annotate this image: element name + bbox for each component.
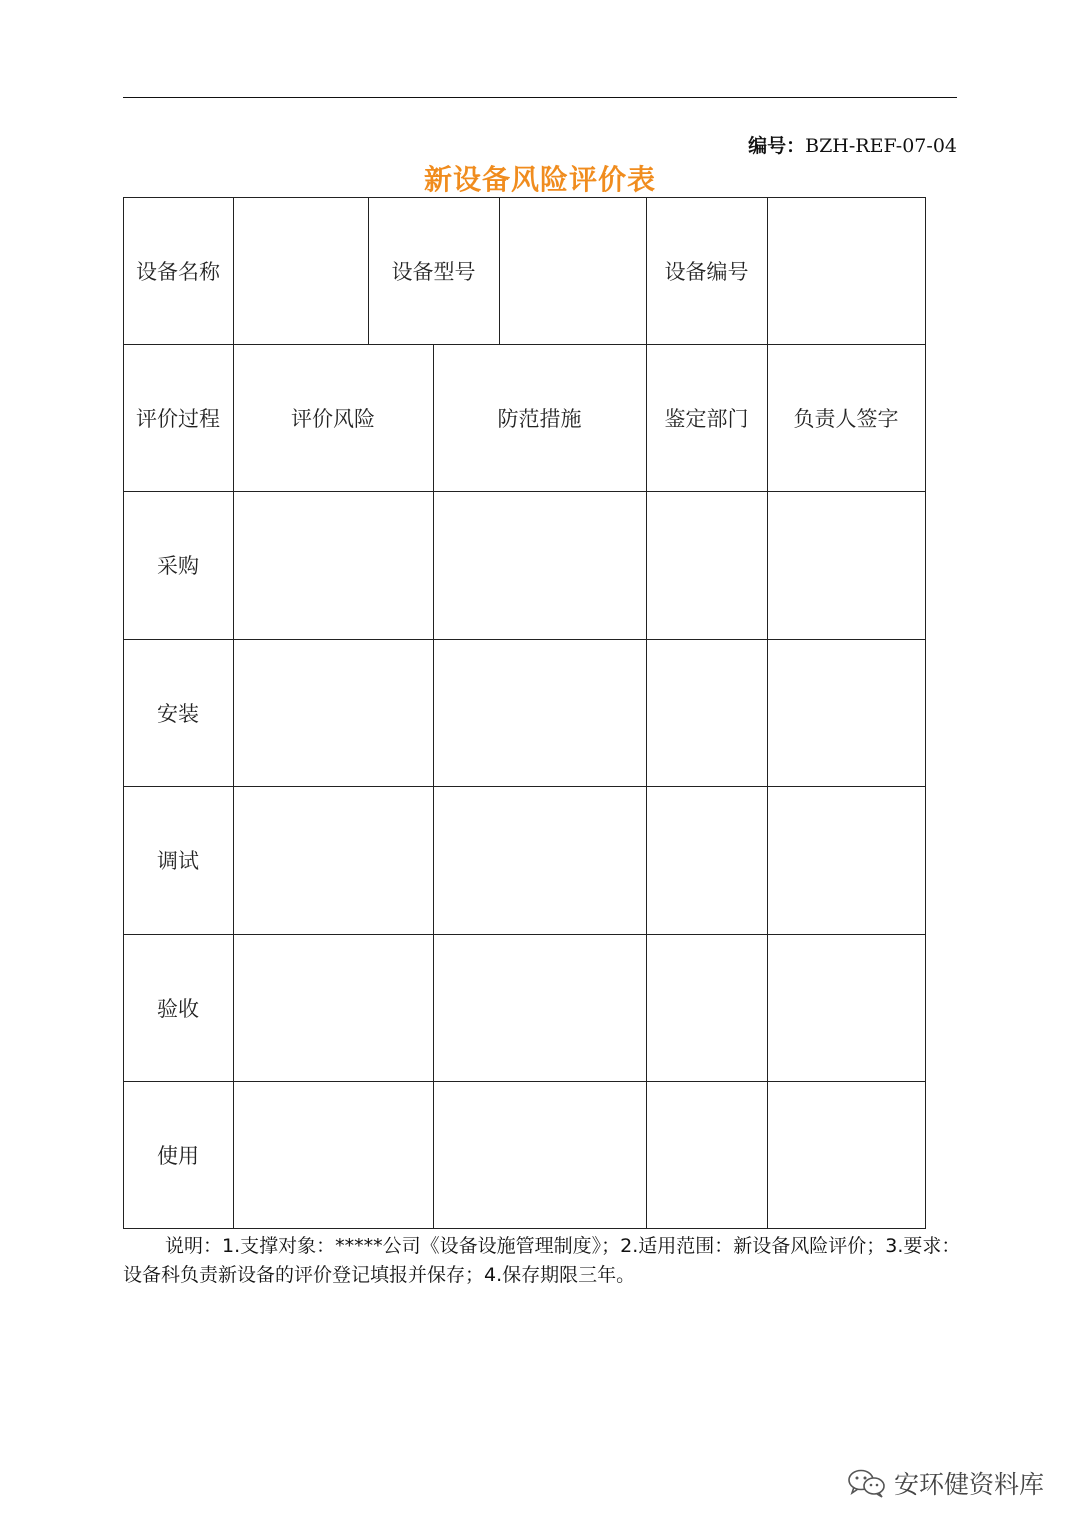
stage-label: 调试 (157, 849, 199, 873)
table-row-line (123, 197, 926, 198)
equipment-serial-label: 设备编号 (664, 259, 749, 284)
table-column-line (925, 344, 926, 1228)
department-header: 鉴定部门 (664, 406, 749, 431)
signature-header: 负责人签字 (793, 406, 899, 431)
equipment-model-label: 设备型号 (391, 259, 476, 284)
stage-label: 采购 (157, 554, 199, 578)
form-title: 新设备风险评价表 (423, 163, 656, 196)
table-row-line (123, 786, 926, 787)
table-column-line (233, 197, 234, 344)
table-column-line (499, 197, 500, 344)
risk-header: 评价风险 (291, 406, 375, 431)
wechat-icon (846, 1468, 888, 1498)
document-number-value: BZH-REF-07-04 (805, 135, 957, 157)
table-row-line (123, 639, 926, 640)
process-header: 评价过程 (136, 406, 220, 431)
equipment-name-label: 设备名称 (136, 259, 220, 284)
stage-label: 安装 (157, 701, 199, 726)
table-column-line (767, 197, 768, 344)
table-row-line (123, 1081, 926, 1082)
measures-header: 防范措施 (497, 406, 582, 431)
stage-label: 使用 (157, 1143, 199, 1168)
header-rule (123, 97, 957, 98)
table-row-line (123, 491, 926, 492)
stage-label: 验收 (157, 996, 199, 1021)
form-note: 说明：1.支撑对象：*****公司《设备设施管理制度》；2.适用范围：新设备风险评价；3.要求：设备科负责新设备的评价登记填报并保存；4.保存期限三年。 (123, 1235, 961, 1286)
table-row-line (123, 934, 926, 935)
watermark-text: 安环健资料库 (893, 1470, 1044, 1499)
document-number (748, 131, 957, 158)
table-column-line (925, 197, 926, 344)
watermark (846, 1465, 1044, 1501)
document-number-label: 编号： (748, 135, 806, 157)
table-row-line (123, 1228, 926, 1229)
